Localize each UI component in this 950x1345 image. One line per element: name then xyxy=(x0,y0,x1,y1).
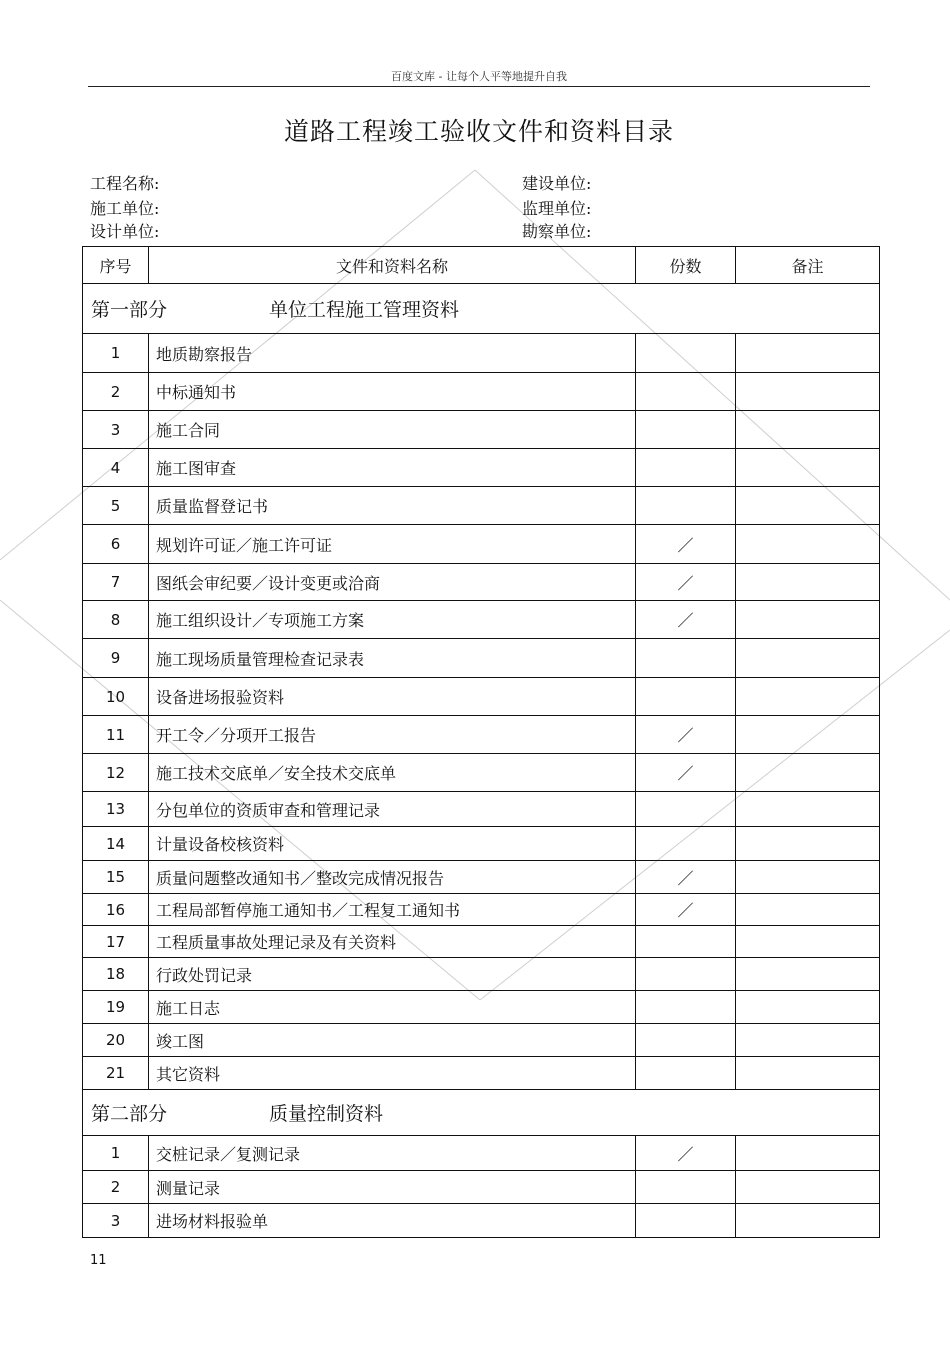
row-remarks xyxy=(736,958,880,991)
row-remarks xyxy=(736,827,880,861)
table-row xyxy=(83,991,880,1024)
row-number: 17 xyxy=(83,926,149,958)
table-row xyxy=(83,958,880,991)
document-title: 道路工程竣工验收文件和资料目录 xyxy=(283,117,674,146)
table-row xyxy=(83,1136,880,1171)
row-copies xyxy=(636,373,736,411)
table-row xyxy=(83,716,880,754)
table-row xyxy=(83,449,880,487)
table-row xyxy=(83,861,880,894)
table-row xyxy=(83,894,880,926)
row-number: 21 xyxy=(83,1057,149,1090)
row-remarks xyxy=(736,792,880,827)
header-remarks: 备注 xyxy=(736,247,880,284)
header-document-name: 文件和资料名称 xyxy=(149,247,636,284)
row-remarks xyxy=(736,716,880,754)
section-title: 质量控制资料 xyxy=(269,1103,384,1125)
row-copies xyxy=(636,1057,736,1090)
row-number: 18 xyxy=(83,958,149,991)
table-row xyxy=(83,564,880,601)
row-document-name: 质量问题整改通知书／整改完成情况报告 xyxy=(149,861,636,894)
table-row xyxy=(83,487,880,525)
row-number: 3 xyxy=(83,1204,149,1238)
table-row xyxy=(83,827,880,861)
row-copies xyxy=(636,1204,736,1238)
row-copies xyxy=(636,639,736,678)
row-number: 10 xyxy=(83,678,149,716)
section-row xyxy=(83,284,880,334)
row-document-name: 施工组织设计／专项施工方案 xyxy=(149,601,636,639)
row-document-name: 竣工图 xyxy=(149,1024,636,1057)
section-label: 第二部分 xyxy=(91,1103,168,1125)
section-row xyxy=(83,1090,880,1136)
table-row xyxy=(83,334,880,373)
row-document-name: 地质勘察报告 xyxy=(149,334,636,373)
row-copies xyxy=(636,1024,736,1057)
section-heading xyxy=(83,1090,880,1136)
row-document-name: 计量设备校核资料 xyxy=(149,827,636,861)
row-copies: ／ xyxy=(636,1136,736,1171)
row-remarks xyxy=(736,678,880,716)
row-copies: ／ xyxy=(636,894,736,926)
table-header-row xyxy=(83,247,880,284)
table-row xyxy=(83,525,880,564)
table-row xyxy=(83,1057,880,1090)
design-unit-label: 设计单位: xyxy=(90,222,160,241)
row-number: 16 xyxy=(83,894,149,926)
row-remarks xyxy=(736,1136,880,1171)
row-document-name: 施工合同 xyxy=(149,411,636,449)
row-remarks xyxy=(736,449,880,487)
row-number: 2 xyxy=(83,373,149,411)
table-row xyxy=(83,601,880,639)
row-document-name: 施工现场质量管理检查记录表 xyxy=(149,639,636,678)
row-copies xyxy=(636,678,736,716)
row-copies: ／ xyxy=(636,564,736,601)
row-copies: ／ xyxy=(636,716,736,754)
row-copies xyxy=(636,991,736,1024)
row-document-name: 图纸会审纪要／设计变更或洽商 xyxy=(149,564,636,601)
table-body xyxy=(83,247,880,1238)
survey-unit-label: 勘察单位: xyxy=(522,222,592,241)
building-unit-label: 建设单位: xyxy=(522,174,592,193)
row-number: 14 xyxy=(83,827,149,861)
row-remarks xyxy=(736,334,880,373)
table-row xyxy=(83,754,880,792)
row-copies: ／ xyxy=(636,861,736,894)
table-row xyxy=(83,1024,880,1057)
header-number: 序号 xyxy=(83,247,149,284)
row-number: 9 xyxy=(83,639,149,678)
table-row xyxy=(83,792,880,827)
row-number: 19 xyxy=(83,991,149,1024)
row-document-name: 分包单位的资质审查和管理记录 xyxy=(149,792,636,827)
table-row xyxy=(83,411,880,449)
row-remarks xyxy=(736,525,880,564)
row-remarks xyxy=(736,926,880,958)
row-copies xyxy=(636,334,736,373)
table-row xyxy=(83,1171,880,1204)
row-number: 4 xyxy=(83,449,149,487)
construction-unit-label: 施工单位: xyxy=(90,199,160,218)
row-remarks xyxy=(736,1204,880,1238)
row-document-name: 工程局部暂停施工通知书／工程复工通知书 xyxy=(149,894,636,926)
row-remarks xyxy=(736,991,880,1024)
section-label: 第一部分 xyxy=(91,299,168,321)
row-document-name: 交桩记录／复测记录 xyxy=(149,1136,636,1171)
table-row xyxy=(83,926,880,958)
row-remarks xyxy=(736,487,880,525)
row-number: 7 xyxy=(83,564,149,601)
row-number: 8 xyxy=(83,601,149,639)
row-document-name: 中标通知书 xyxy=(149,373,636,411)
row-document-name: 工程质量事故处理记录及有关资料 xyxy=(149,926,636,958)
table-row xyxy=(83,1204,880,1238)
page-number: 11 xyxy=(90,1253,107,1268)
section-heading xyxy=(83,284,880,334)
row-remarks xyxy=(736,373,880,411)
row-number: 3 xyxy=(83,411,149,449)
header-divider xyxy=(88,86,870,87)
row-number: 11 xyxy=(83,716,149,754)
row-document-name: 质量监督登记书 xyxy=(149,487,636,525)
row-document-name: 测量记录 xyxy=(149,1171,636,1204)
row-document-name: 行政处罚记录 xyxy=(149,958,636,991)
row-remarks xyxy=(736,754,880,792)
row-remarks xyxy=(736,411,880,449)
row-document-name: 设备进场报验资料 xyxy=(149,678,636,716)
row-copies xyxy=(636,958,736,991)
row-copies xyxy=(636,487,736,525)
row-remarks xyxy=(736,1171,880,1204)
row-number: 6 xyxy=(83,525,149,564)
row-number: 12 xyxy=(83,754,149,792)
page-header: 百度文库 - 让每个人平等地提升自我 xyxy=(391,70,567,83)
row-remarks xyxy=(736,601,880,639)
row-copies: ／ xyxy=(636,754,736,792)
table-row xyxy=(83,678,880,716)
row-copies xyxy=(636,411,736,449)
row-remarks xyxy=(736,639,880,678)
row-number: 15 xyxy=(83,861,149,894)
row-document-name: 规划许可证／施工许可证 xyxy=(149,525,636,564)
row-document-name: 其它资料 xyxy=(149,1057,636,1090)
project-name-label: 工程名称: xyxy=(90,174,160,193)
row-document-name: 施工技术交底单／安全技术交底单 xyxy=(149,754,636,792)
row-remarks xyxy=(736,564,880,601)
row-copies xyxy=(636,449,736,487)
row-document-name: 施工日志 xyxy=(149,991,636,1024)
row-document-name: 施工图审查 xyxy=(149,449,636,487)
row-copies xyxy=(636,926,736,958)
row-remarks xyxy=(736,1057,880,1090)
supervision-unit-label: 监理单位: xyxy=(522,199,592,218)
document-table xyxy=(82,246,880,1238)
row-remarks xyxy=(736,861,880,894)
table-row xyxy=(83,639,880,678)
row-remarks xyxy=(736,1024,880,1057)
row-document-name: 进场材料报验单 xyxy=(149,1204,636,1238)
section-title: 单位工程施工管理资料 xyxy=(269,299,460,321)
header-copies: 份数 xyxy=(636,247,736,284)
row-number: 20 xyxy=(83,1024,149,1057)
row-document-name: 开工令／分项开工报告 xyxy=(149,716,636,754)
row-copies xyxy=(636,827,736,861)
row-copies: ／ xyxy=(636,525,736,564)
row-copies: ／ xyxy=(636,601,736,639)
table-row xyxy=(83,373,880,411)
row-number: 13 xyxy=(83,792,149,827)
row-number: 1 xyxy=(83,1136,149,1171)
row-number: 1 xyxy=(83,334,149,373)
row-number: 2 xyxy=(83,1171,149,1204)
row-remarks xyxy=(736,894,880,926)
row-copies xyxy=(636,792,736,827)
row-copies xyxy=(636,1171,736,1204)
row-number: 5 xyxy=(83,487,149,525)
